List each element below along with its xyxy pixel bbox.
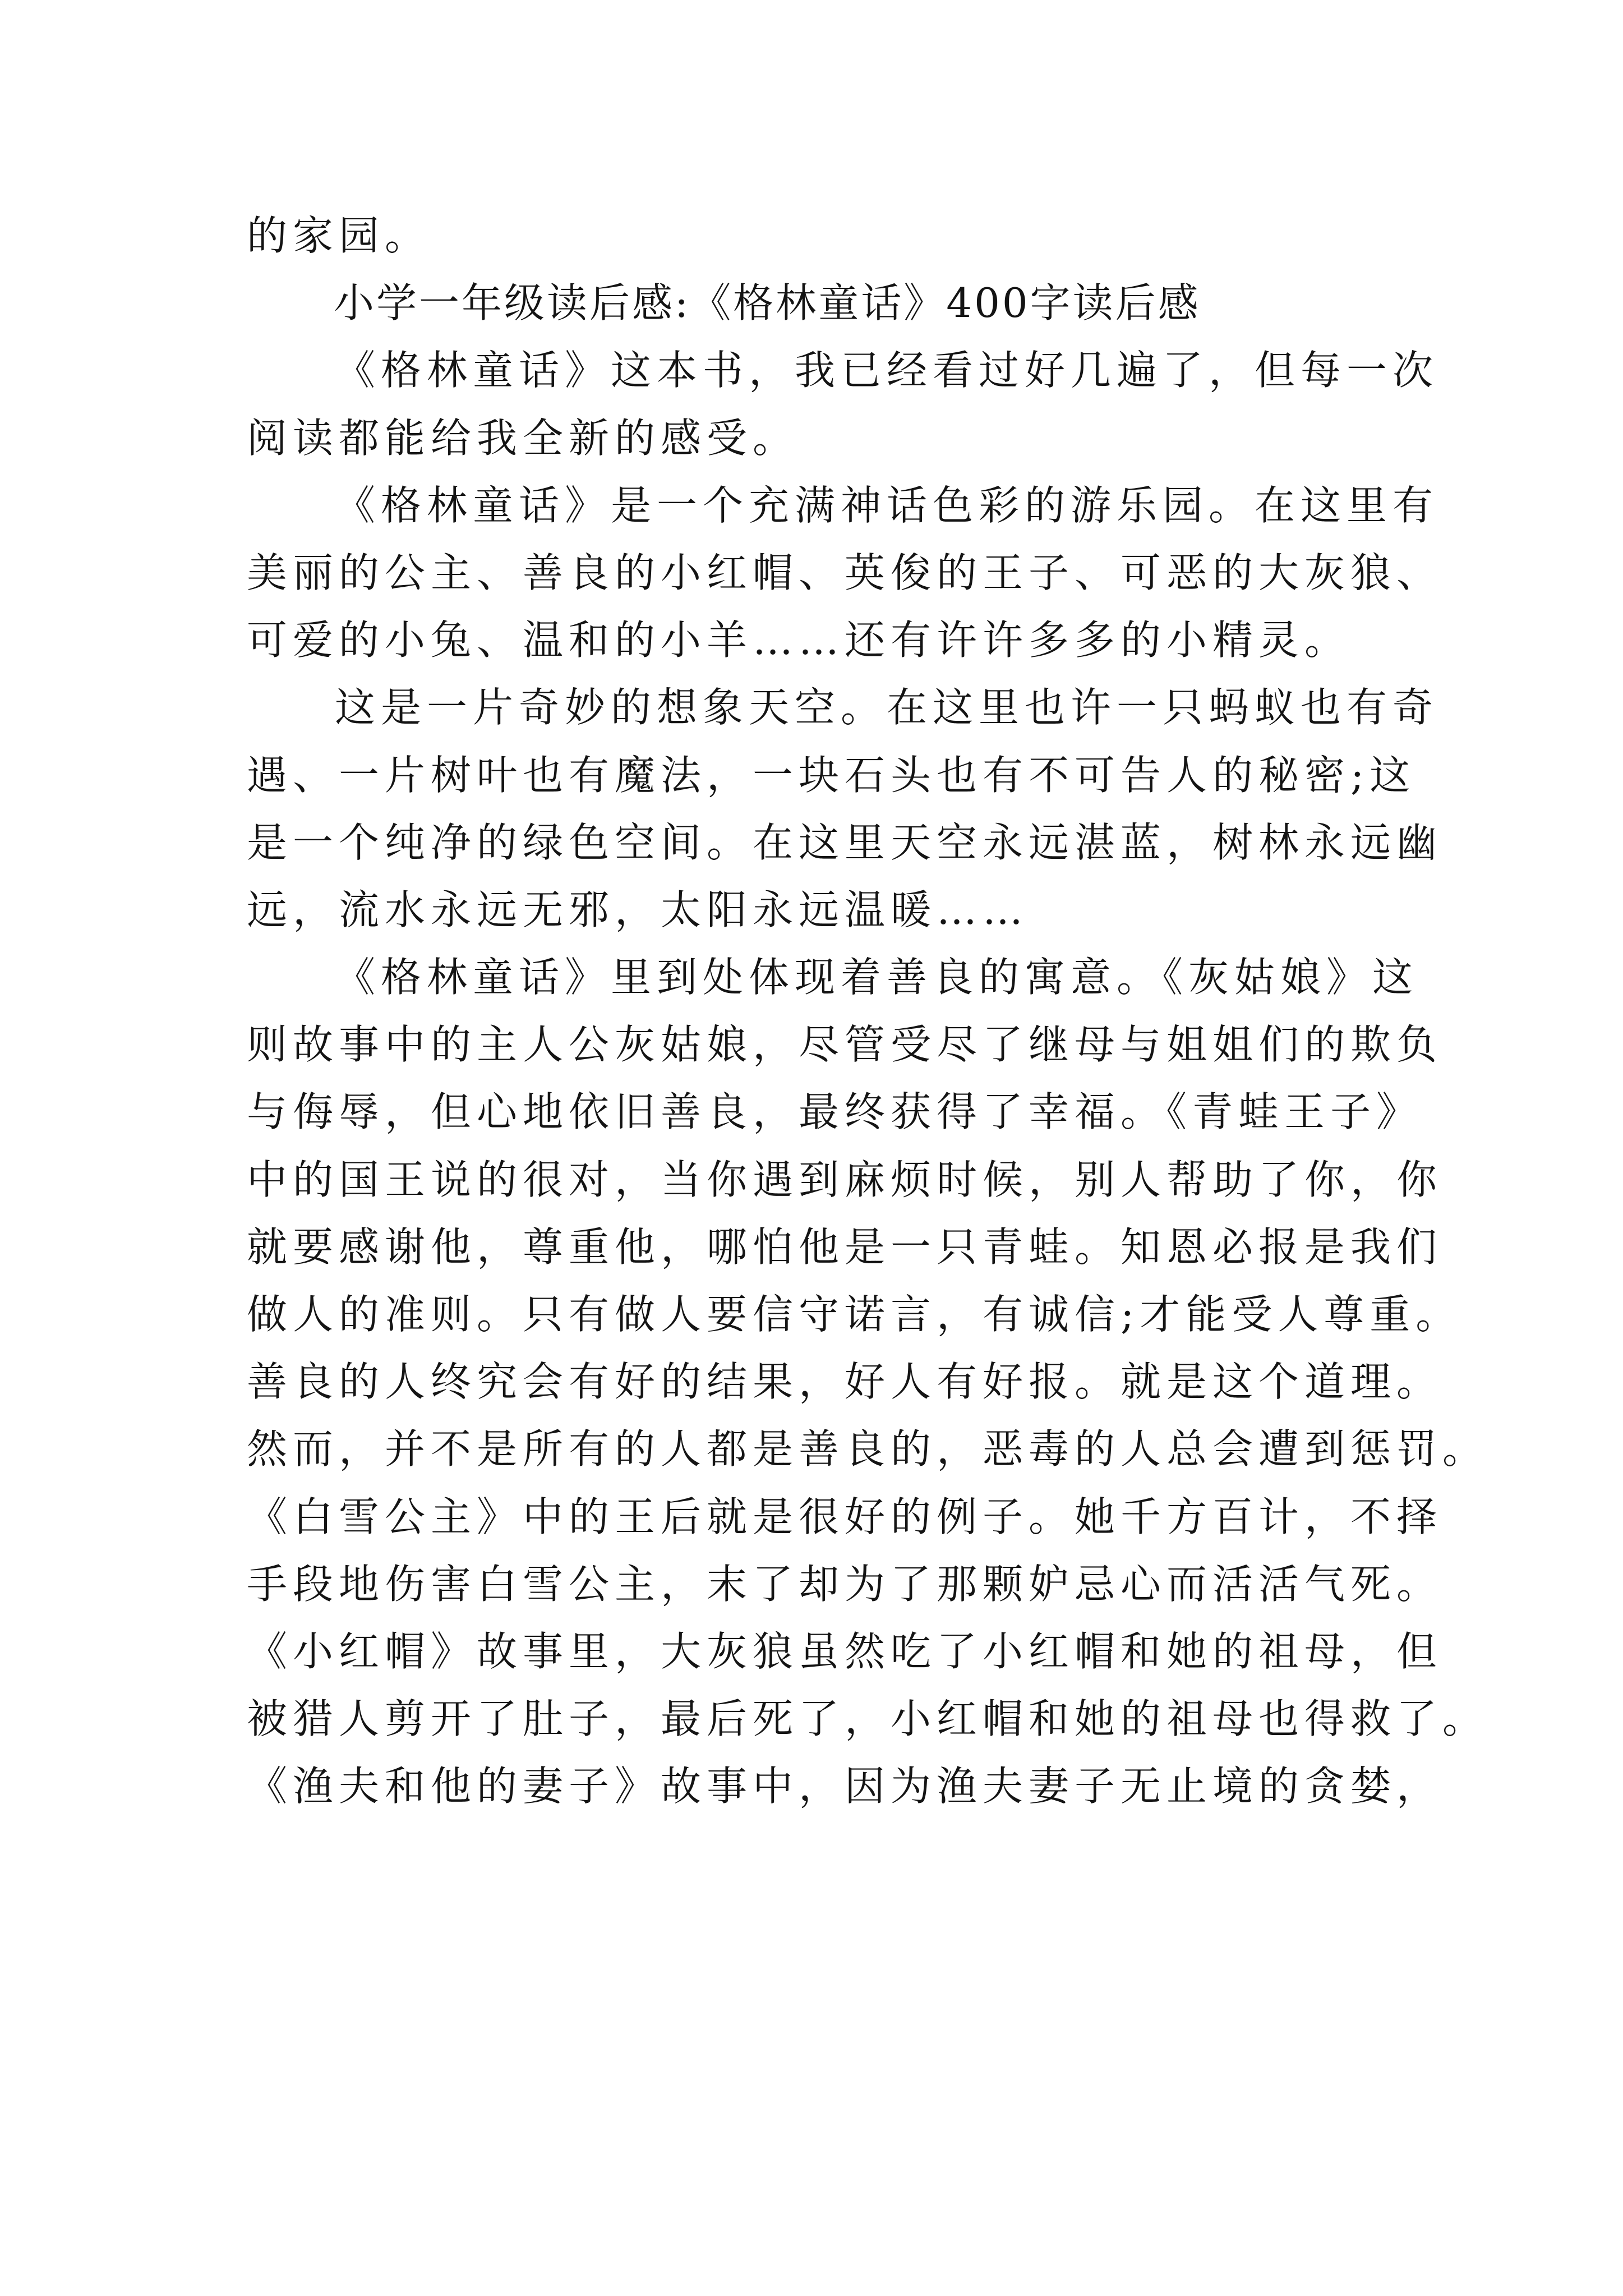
paragraph-line: 阅读都能给我全新的感受。	[247, 414, 799, 462]
essay-title: 小学一年级读后感:《格林童话》400字读后感	[334, 279, 1201, 327]
body-text	[247, 202, 1489, 1820]
paragraph-line: 《渔夫和他的妻子》故事中，因为渔夫妻子无止境的贪婪，	[247, 1763, 1443, 1810]
paragraph-line: 这是一片奇妙的想象天空。在这里也许一只蚂蚁也有奇	[335, 684, 1439, 731]
paragraph-line: 中的国王说的很对，当你遇到麻烦时候，别人帮助了你，你	[247, 1156, 1443, 1203]
paragraph-line: 可爱的小兔、温和的小羊……还有许许多多的小精灵。	[247, 616, 1351, 664]
paragraph-line: 《白雪公主》中的王后就是很好的例子。她千方百计，不择	[247, 1493, 1443, 1540]
paragraph-line: 然而，并不是所有的人都是善良的，恶毒的人总会遭到惩罚。	[247, 1425, 1489, 1473]
paragraph-line: 是一个纯净的绿色空间。在这里天空永远湛蓝，树林永远幽	[247, 818, 1443, 866]
paragraph-line: 被猎人剪开了肚子，最后死了，小红帽和她的祖母也得救了。	[247, 1695, 1489, 1743]
text-line: 的家园。	[247, 212, 431, 259]
paragraph-line: 《格林童话》这本书，我已经看过好几遍了，但每一次	[335, 347, 1439, 394]
paragraph-line: 则故事中的主人公灰姑娘，尽管受尽了继母与姐姐们的欺负	[247, 1021, 1443, 1069]
paragraph-line: 就要感谢他，尊重他，哪怕他是一只青蛙。知恩必报是我们	[247, 1223, 1443, 1271]
paragraph-line: 善良的人终究会有好的结果，好人有好报。就是这个道理。	[247, 1358, 1443, 1406]
paragraph-line: 做人的准则。只有做人要信守诺言，有诚信;才能受人尊重。	[247, 1291, 1462, 1338]
paragraph-line: 与侮辱，但心地依旧善良，最终获得了幸福。《青蛙王子》	[247, 1088, 1423, 1136]
paragraph-line: 《格林童话》里到处体现着善良的寓意。《灰姑娘》这	[335, 954, 1419, 1001]
paragraph-line: 遇、一片树叶也有魔法，一块石头也有不可告人的秘密;这	[247, 751, 1416, 799]
paragraph-line: 《格林童话》是一个充满神话色彩的游乐园。在这里有	[335, 481, 1439, 529]
paragraph-line: 远，流水永远无邪，太阳永远温暖……	[247, 886, 1029, 933]
paragraph-line: 美丽的公主、善良的小红帽、英俊的王子、可恶的大灰狼、	[247, 549, 1443, 596]
paragraph-line: 手段地伤害白雪公主，末了却为了那颗妒忌心而活活气死。	[247, 1560, 1443, 1608]
paragraph-line: 《小红帽》故事里，大灰狼虽然吃了小红帽和她的祖母，但	[247, 1627, 1443, 1675]
